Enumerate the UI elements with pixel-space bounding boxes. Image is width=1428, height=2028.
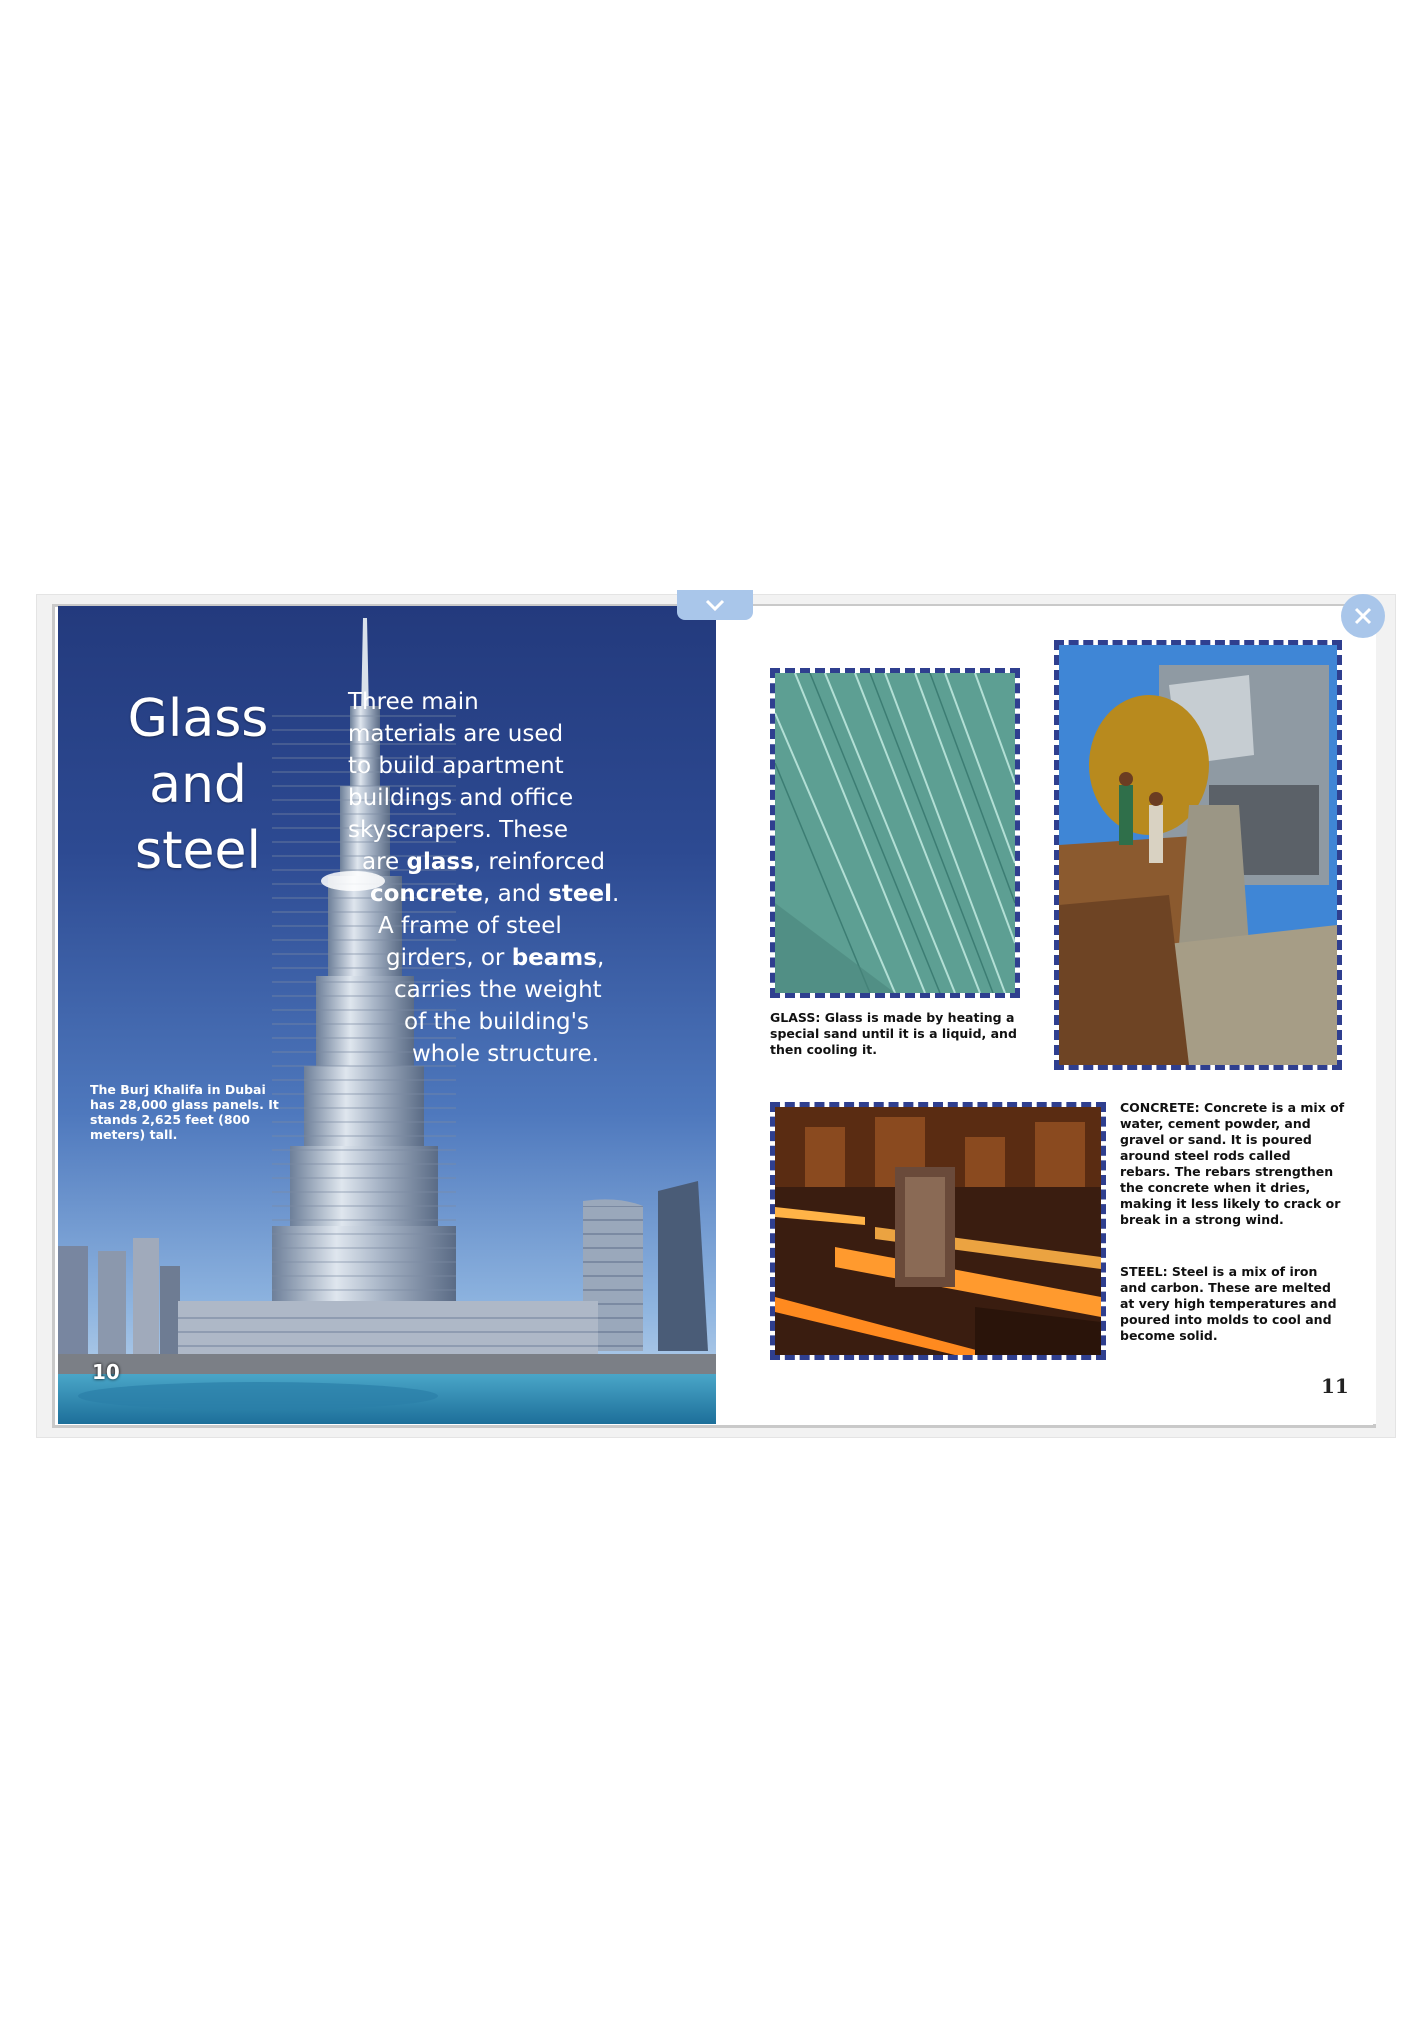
intro-line: of the building's <box>404 1009 589 1035</box>
left-page <box>58 606 716 1424</box>
glass-photo <box>770 668 1020 998</box>
chevron-down-icon <box>704 598 726 612</box>
collapse-tab[interactable] <box>677 590 753 620</box>
close-icon <box>1352 605 1374 627</box>
molten-steel-image <box>775 1107 1101 1355</box>
intro-line: concrete, and steel. <box>370 881 620 907</box>
concrete-pour-image <box>1059 645 1337 1065</box>
intro-line: girders, or beams, <box>386 945 605 971</box>
intro-line: A frame of steel <box>378 913 562 939</box>
title-line: Glass and <box>127 689 269 815</box>
intro-line: to build apartment <box>348 753 564 779</box>
concrete-photo <box>1054 640 1342 1070</box>
steel-caption: STEEL: Steel is a mix of iron and carbon. These are melted at very high temperatures and poured into molds to cool and become solid. <box>1120 1264 1337 1343</box>
title-line: steel <box>135 821 261 881</box>
burj-caption: The Burj Khalifa in Dubai has 28,000 glass panels. It stands 2,625 feet (800 meters) tall. <box>90 1082 279 1142</box>
close-button[interactable] <box>1341 594 1385 638</box>
glass-sheets-image <box>775 673 1015 993</box>
intro-line: materials are used <box>348 721 564 747</box>
page-title <box>78 686 318 884</box>
glass-caption: GLASS: Glass is made by heating a special sand until it is a liquid, and then cooling it. <box>770 1010 1017 1057</box>
intro-text <box>348 686 716 1070</box>
page-number-right: 11 <box>1321 1374 1349 1398</box>
intro-line: whole structure. <box>412 1041 599 1067</box>
concrete-caption: CONCRETE: Concrete is a mix of water, cement powder, and gravel or sand. It is poured around steel rods called rebars. The rebars strengthen the concrete when it dries, making it less likely to crack or break in a strong wind. <box>1120 1100 1345 1227</box>
intro-line: buildings and office <box>348 785 574 811</box>
steel-photo <box>770 1102 1106 1360</box>
intro-line: are glass, reinforced <box>362 849 605 875</box>
intro-line: carries the weight <box>394 977 602 1003</box>
page-number-left: 10 <box>92 1360 120 1384</box>
intro-line: Three main <box>348 689 479 715</box>
intro-line: skyscrapers. These <box>348 817 568 843</box>
